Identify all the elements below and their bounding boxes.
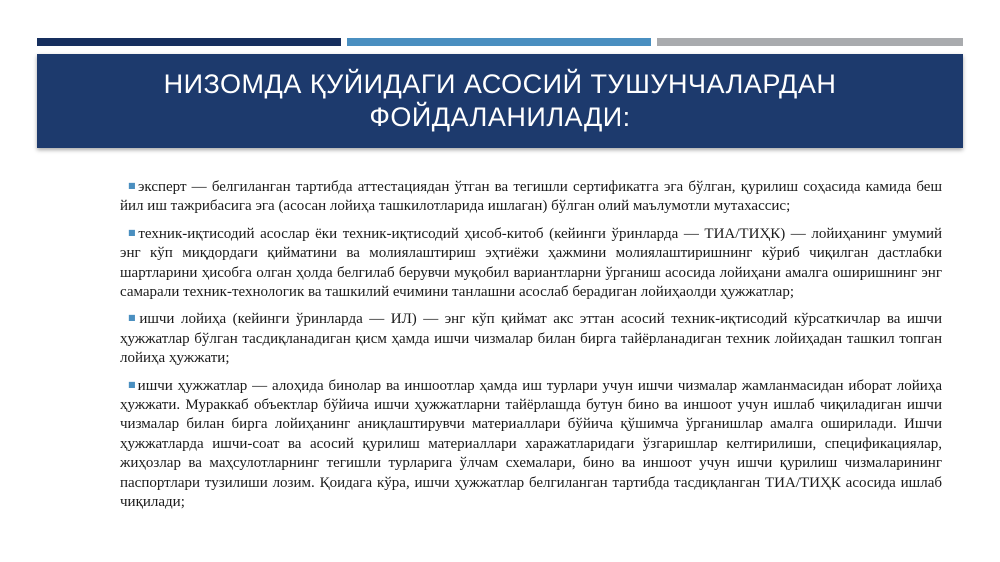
paragraph-expert <box>120 176 942 217</box>
header-bar-gray <box>657 38 963 46</box>
paragraph-text: ишчи ҳужжатлар — алоҳида бинолар ва иншоотлар ҳамда иш турлари учун ишчи чизмалар жамланмасидан иборат лойиҳа ҳужжати. Мураккаб объектлар бўйича ишчи ҳужжатларни тайёрлашда бутун бино ва иншоот учун ишлаб чиқиладиган ишчи чизмалар билан бирга лойиҳанинг аниқлаштирувчи материаллари бўйича қўшимча ўрганишлар амалга оширилади. Ишчи ҳужжатларда ишчи-соат ва асосий қурилиш материаллари харажатларидаги ўзгаришлар келтирилиши, спецификациялар, жиҳозлар ва маҳсулотларнинг тегишли турларига ўлчам схемалари, бино ва иншоот учун ишчи қурилиш чизмаларининг паспортлари тузилиши лозим. Қоидага кўра, ишчи ҳужжатлар белгиланган тартибда тасдиқланган ТИА/ТИҲК асосида ишлаб чиқилади; <box>120 377 942 511</box>
header-bar-dark <box>37 38 341 46</box>
slide-body <box>120 176 942 519</box>
square-bullet-icon: ■ <box>128 227 138 237</box>
square-bullet-icon: ■ <box>128 313 139 323</box>
paragraph-tia <box>120 223 942 303</box>
paragraph-text: эксперт — белгиланган тартибда аттестациядан ўтган ва тегишли сертификатга эга бўлган, қурилиш соҳасида камида беш йил иш тажрибасига эга (асосан лойиҳа ташкилотларида ишлаган) бўлган олий маълумотли мутахассис; <box>120 179 942 215</box>
title-band <box>37 54 963 148</box>
paragraph-text: ишчи лойиҳа (кейинги ўринларда — ИЛ) — энг кўп қиймат акс эттан асосий техник-иқтисодий кўрсаткичлар ва ишчи ҳужжатлар бўлган тасдиқланадиган қисм ҳамда ишчи чизмалар билан бирга тайёрланадиган техник лойиҳадан ташкил топган лойиҳа ҳужжати; <box>120 311 943 367</box>
square-bullet-icon: ■ <box>128 181 137 190</box>
paragraph-text: техник-иқтисодий асослар ёки техник-иқтисодий ҳисоб-китоб (кейинги ўринларда — ТИА/ТИҲК) — лойиҳанинг умумий энг кўп миқдордаги қийматини ва молиялаштириш эҳтиёжи ҳажмини молиялаштиришнинг кўриб чиқилган дастлабки шартларини ҳисобга олган ҳолда белгилаб берувчи муқобил вариантларни ўрганиш асосида лойиҳани амалга оширишнинг энг самарали техник-технологик ва ташкилий ечимини танлашни асослаб берадиган лойиҳаолди ҳужжатлар; <box>120 225 942 301</box>
square-bullet-icon: ■ <box>128 379 137 389</box>
slide-title: НИЗОМДА ҚУЙИДАГИ АСОСИЙ ТУШУНЧАЛАРДАН ФОЙДАЛАНИЛАДИ: <box>163 69 837 132</box>
paragraph-work-docs <box>120 375 942 513</box>
paragraph-il <box>120 308 942 368</box>
header-bar-blue <box>347 38 651 46</box>
